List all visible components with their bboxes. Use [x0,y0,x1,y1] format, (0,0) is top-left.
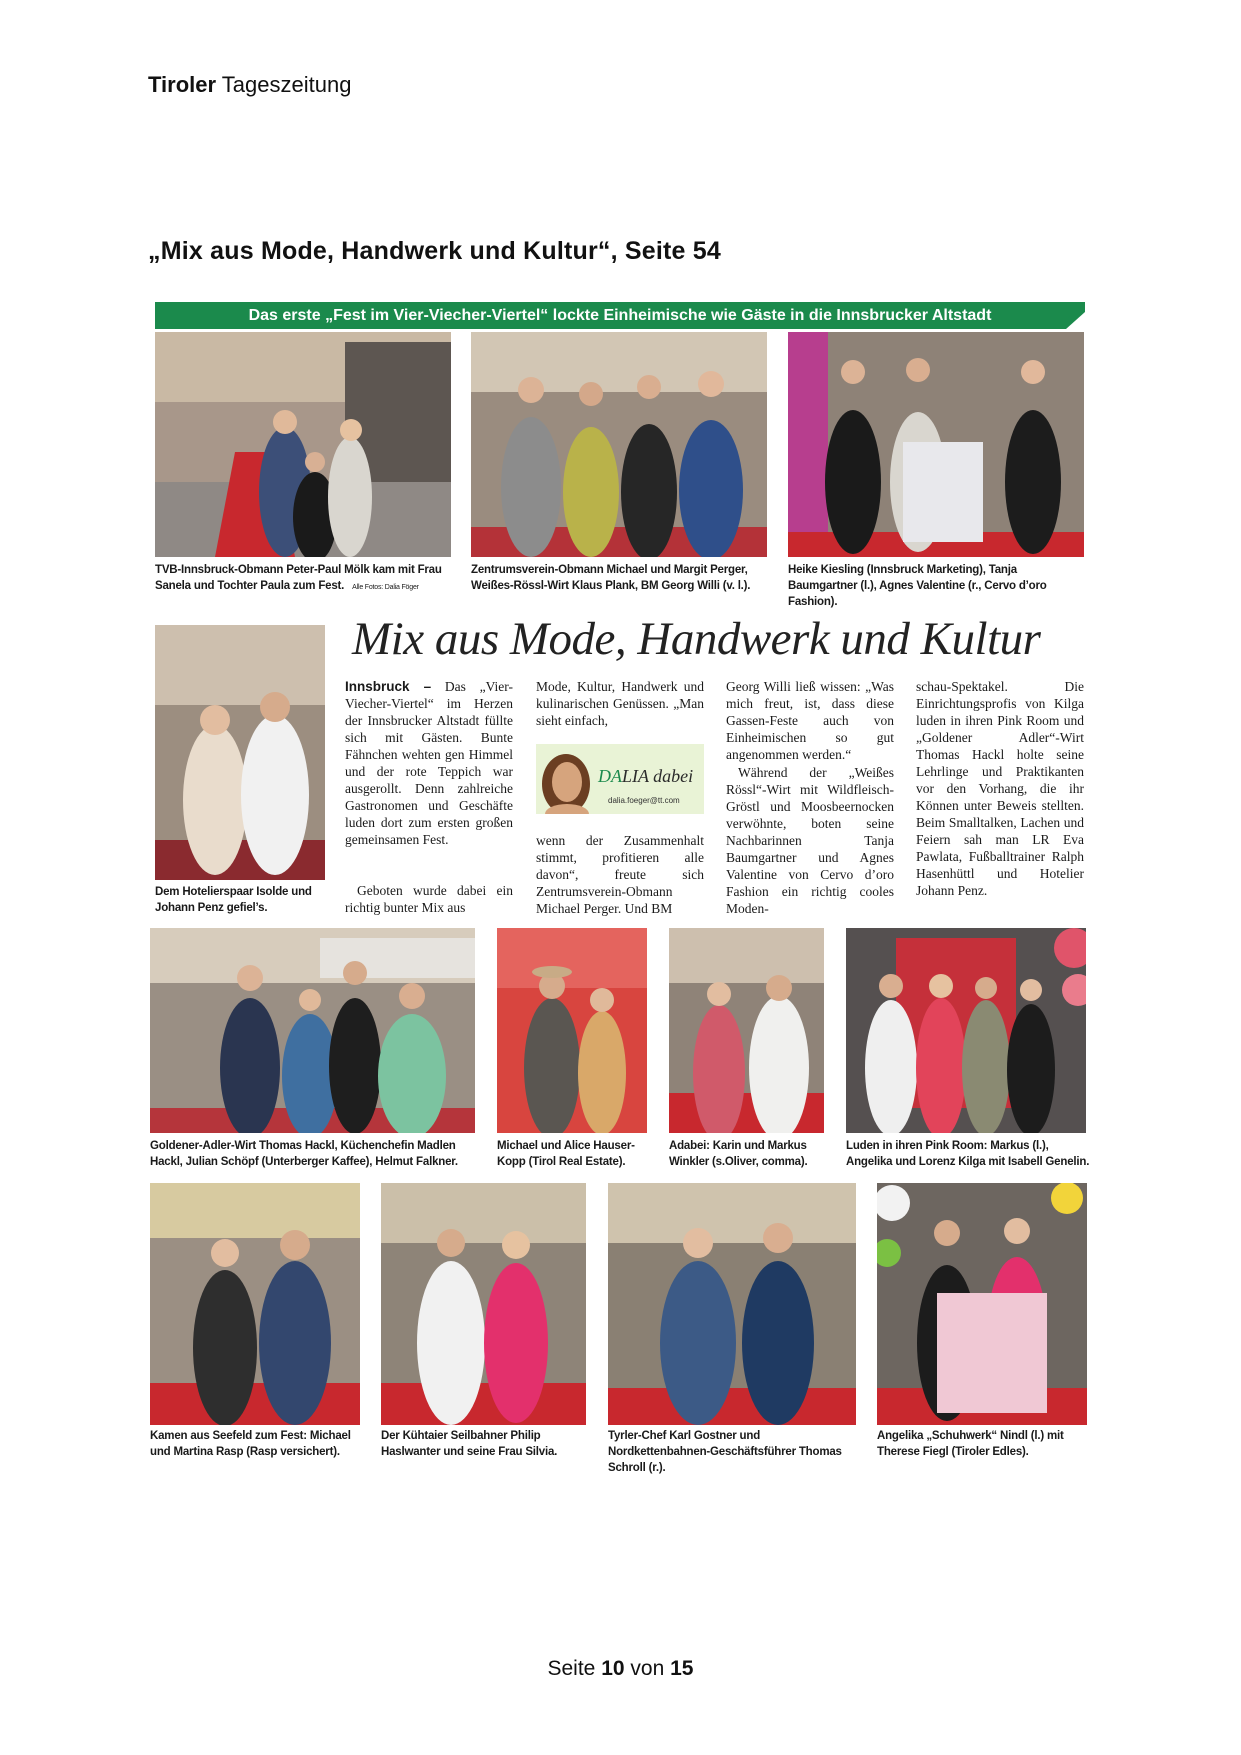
article-column-3a: Georg Willi ließ wissen: „Was mich freut, ist, dass diese Gassen-Feste auch von Einheimischen so gut angenommen werden.“ [726,679,894,762]
columnist-email[interactable]: dalia.foeger@tt.com [608,796,680,805]
caption-photo-12: Angelika „Schuhwerk“ Nindl (l.) mit Therese Fiegl (Tiroler Edles). [877,1430,1064,1458]
publication-name-bold: Tiroler [148,72,217,97]
column-1-text: Das „Vier-Viecher-Viertel“ im Herzen der Innsbrucker Altstadt füllte sich mit Gästen. Bunte Fähnchen wehten gen Himmel und der rote Teppich war ausgerollt. Denn zahlreiche Gastronomen und Geschäfte luden dort zum ersten großen gemeinsamen Fest. [345,679,513,847]
caption-photo-3: Heike Kiesling (Innsbruck Marketing), Tanja Baumgartner (l.), Agnes Valentine (r., Cervo d’oro Fashion). [788,564,1047,608]
photo-moelk-family [155,332,451,557]
article-column-2b: wenn der Zusammenhalt stimmt, profitieren alle davon“, freute sich Zentrumsverein-Obmann Michael Perger. Und BM [536,833,704,916]
caption-photo-7: Adabei: Karin und Markus Winkler (s.Oliver, comma). [669,1140,808,1168]
article-reference-title: „Mix aus Mode, Handwerk und Kultur“, Seite 54 [148,237,721,265]
photo-hackl-team [150,928,475,1133]
caption-photo-8: Luden in ihren Pink Room: Markus (l.), Angelika und Lorenz Kilga mit Isabell Genelin. [846,1140,1090,1168]
photo-gostner-schroll [608,1183,856,1425]
columnist-box [536,744,704,814]
article-banner: Das erste „Fest im Vier-Viecher-Viertel“ lockte Einheimische wie Gäste in die Innsbrucker Altstadt [155,302,1085,329]
dateline: Innsbruck – [345,679,432,694]
photo-credit: Alle Fotos: Dalia Föger [352,584,419,591]
caption-text: TVB-Innsbruck-Obmann Peter-Paul Mölk kam mit Frau Sanela und Tochter Paula zum Fest. [155,564,442,592]
caption-photo-5: Goldener-Adler-Wirt Thomas Hackl, Küchenchefin Madlen Hackl, Julian Schöpf (Unterberger Kaffee), Helmut Falkner. [150,1140,458,1168]
caption-photo-9: Kamen aus Seefeld zum Fest: Michael und Martina Rasp (Rasp versichert). [150,1430,351,1458]
photo-perger-plank-willi [471,332,767,557]
publication-header [148,72,351,98]
photo-penz-couple [155,625,325,880]
article-column-3b: Während der „Weißes Rössl“-Wirt mit Wildfleisch-Gröstl und Moosbeernocken verwöhnte, boten seine Nachbarinnen Tanja Baumgartner und Agnes Valentine von Cervo d’oro Fashion ein richtig cooles Moden- [726,765,894,916]
columnist-name [598,766,693,787]
footer-prefix: Seite [547,1657,596,1680]
article-column-2a: Mode, Kultur, Handwerk und kulinarischen Genüssen. „Man sieht einfach, [536,679,704,728]
photo-hauser-kopp [497,928,647,1133]
article-column-4: schau-Spektakel. Die Einrichtungsprofis von Kilga luden in ihren Pink Room und „Goldener Adler“-Wirt Thomas Hackl holte seine Lehrlinge und Praktikanten vor den Vorhang, die ihr Können unter Beweis stellten. Beim Smalltalken, Lachen und Feiern sah man LR Eva Pawlata, Fußballtrainer Ralph Hasenhüttl und Hotelier Johann Penz. [916,679,1084,898]
banner-arrow-icon [1052,302,1085,329]
columnist-name-rest: LIA dabei [622,766,694,786]
page-number-footer [0,1657,1241,1681]
footer-current-page: 10 [601,1657,625,1680]
footer-middle: von [630,1657,665,1680]
caption-photo-6: Michael und Alice Hauser-Kopp (Tirol Real Estate). [497,1140,635,1168]
photo-haslwanter-couple [381,1183,586,1425]
article-column-1b: Geboten wurde dabei ein richtig bunter Mix aus [345,883,513,915]
photo-kilga-pink-room [846,928,1086,1133]
photo-rasp-couple [150,1183,360,1425]
publication-name-rest: Tageszeitung [221,72,352,97]
caption-photo-11: Tyrler-Chef Karl Gostner und Nordkettenbahnen-Geschäftsführer Thomas Schroll (r.). [608,1430,842,1474]
footer-total-pages: 15 [670,1657,694,1680]
article-headline: Mix aus Mode, Handwerk und Kultur [352,613,1041,665]
columnist-name-prefix: DA [598,766,622,786]
article-column-1 [345,678,513,848]
caption-photo-2: Zentrumsverein-Obmann Michael und Margit Perger, Weißes-Rössl-Wirt Klaus Plank, BM Georg Willi (v. l.). [471,564,751,592]
photo-kiesling-baumgartner-valentine [788,332,1084,557]
caption-photo-4: Dem Hotelierspaar Isolde und Johann Penz gefiel’s. [155,886,312,914]
caption-photo-10: Der Kühtaier Seilbahner Philip Haslwanter und seine Frau Silvia. [381,1430,558,1458]
photo-winkler-couple [669,928,824,1133]
photo-nindl-fiegl [877,1183,1087,1425]
columnist-portrait [536,744,596,814]
caption-photo-1 [155,562,451,596]
